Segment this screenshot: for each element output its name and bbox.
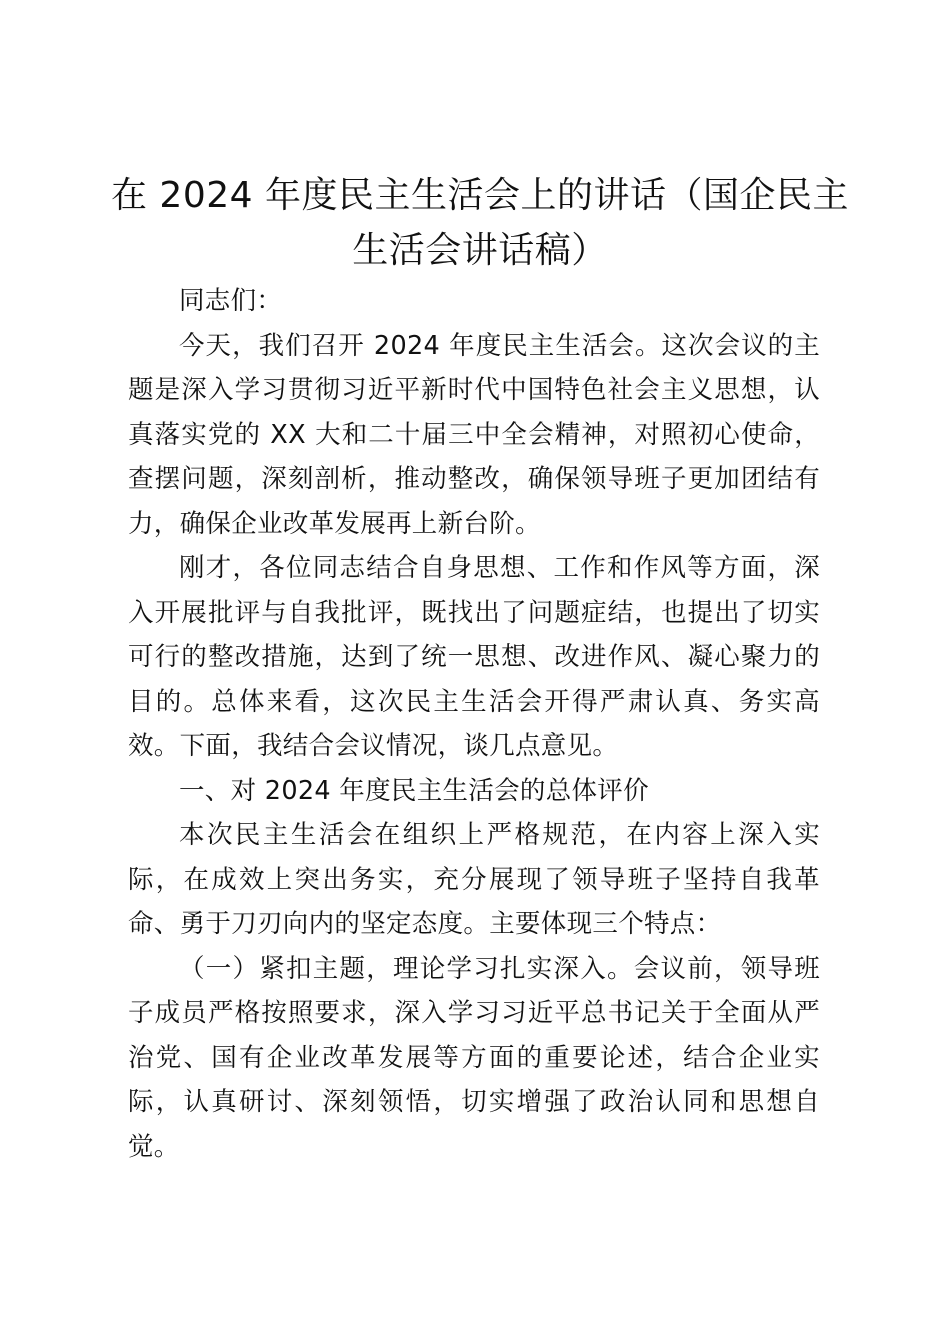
section-heading: 一、对 2024 年度民主生活会的总体评价 <box>179 775 649 806</box>
paragraph-evaluation: 本次民主生活会在组织上严格规范，在内容上深入实际，在成效上突出务实，充分展现了领导班子坚持自我革命、勇于刀刃向内的坚定态度。主要体现三个特点： <box>128 820 820 939</box>
salutation: 同志们： <box>179 286 283 316</box>
document-body <box>128 279 820 1169</box>
paragraph-opening: 今天，我们召开 2024 年度民主生活会。这次会议的主题是深入学习贯彻习近平新时代中国特色社会主义思想，认真落实党的 XX 大和二十届三中全会精神，对照初心使命，查摆问题，深刻剖析，推动整改，确保领导班子更加团结有力，确保企业改革发展再上新台阶。 <box>128 330 820 539</box>
paragraph-point-one: （一）紧扣主题，理论学习扎实深入。会议前，领导班子成员严格按照要求，深入学习习近平总书记关于全面从严治党、国有企业改革发展等方面的重要论述，结合企业实际，认真研讨、深刻领悟，切实增强了政治认同和思想自觉。 <box>128 953 820 1162</box>
paragraph-summary: 刚才，各位同志结合自身思想、工作和作风等方面，深入开展批评与自我批评，既找出了问题症结，也提出了切实可行的整改措施，达到了统一思想、改进作风、凝心聚力的目的。总体来看，这次民主生活会开得严肃认真、务实高效。下面，我结合会议情况，谈几点意见。 <box>128 553 820 761</box>
document-title: 在 2024 年度民主生活会上的讲话（国企民主生活会讲话稿） <box>110 175 849 271</box>
